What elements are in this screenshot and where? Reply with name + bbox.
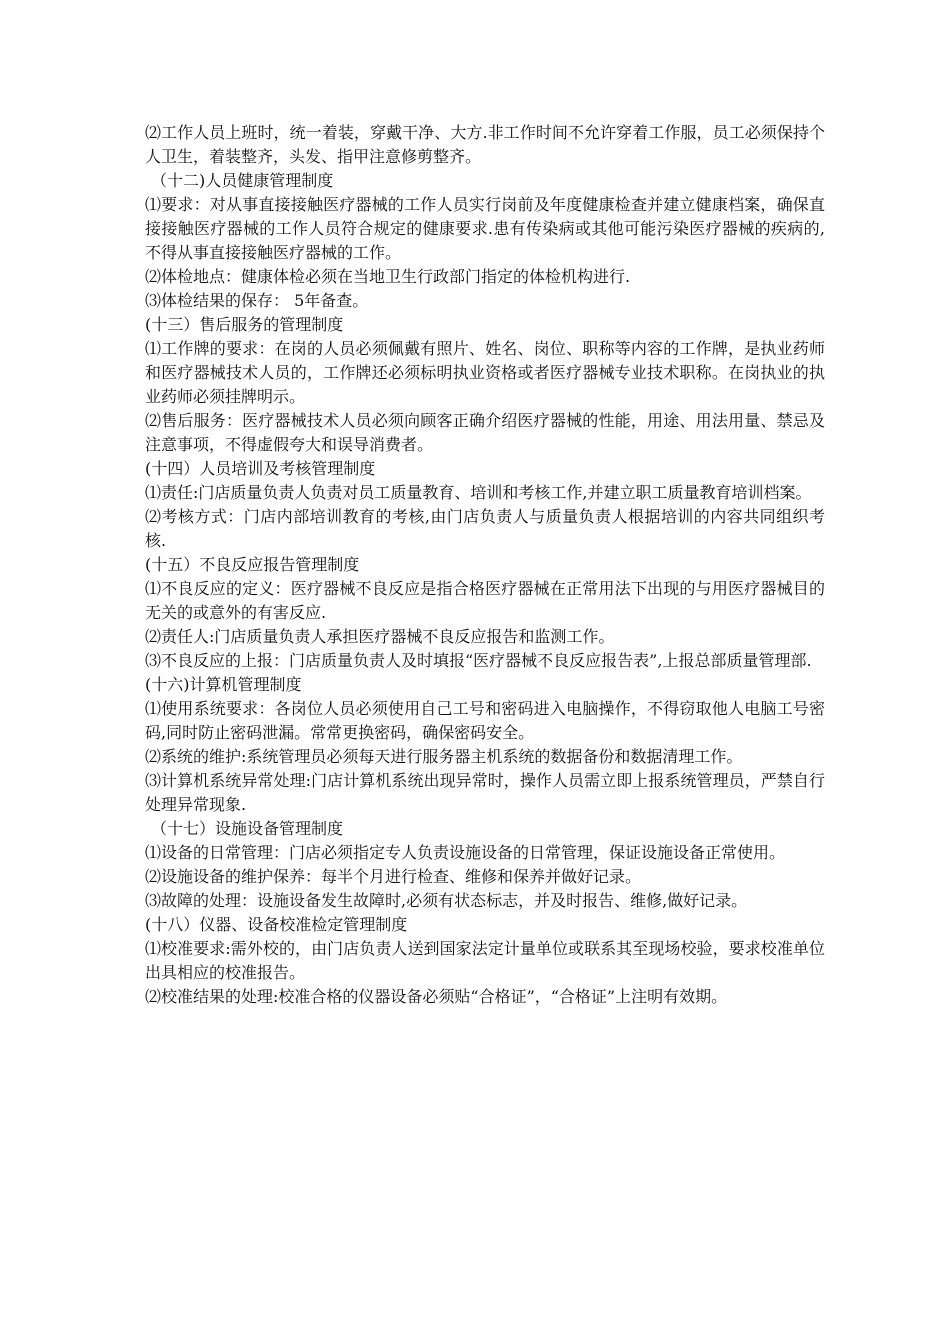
paragraph: ⑴校准要求:需外校的，由门店负责人送到国家法定计量单位或联系其至现场校验，要求校准单位出具相应的校准报告。 [145,939,825,982]
paragraph: ⑴设备的日常管理：门店必须指定专人负责设施设备的日常管理，保证设施设备正常使用。 [145,843,786,862]
paragraph: ⑵系统的维护:系统管理员必须每天进行服务器主机系统的数据备份和数据清理工作。 [145,747,743,766]
paragraph: ⑶故障的处理：设施设备发生故障时,必须有状态标志，并及时报告、维修,做好记录。 [145,891,748,910]
paragraph: ⑵售后服务：医疗器械技术人员必须向顾客正确介绍医疗器械的性能，用途、用法用量、禁忌及注意事项，不得虚假夸大和误导消费者。 [145,411,825,454]
paragraph: ⑴要求：对从事直接接触医疗器械的工作人员实行岗前及年度健康检查并建立健康档案，确保直接接触医疗器械的工作人员符合规定的健康要求.患有传染病或其他可能污染医疗器械的疾病的,不得从事直接接触医疗器械的工作。 [145,195,825,262]
paragraph: ⑶体检结果的保存： 5年备查。 [145,291,369,310]
section-heading: (十五）不良反应报告管理制度 [145,555,360,574]
paragraph: ⑴工作牌的要求：在岗的人员必须佩戴有照片、姓名、岗位、职称等内容的工作牌，是执业药师和医疗器械技术人员的，工作牌还必须标明执业资格或者医疗器械专业技术职称。在岗执业的执业药师必须挂牌明示。 [145,339,825,406]
paragraph: ⑴不良反应的定义：医疗器械不良反应是指合格医疗器械在正常用法下出现的与用医疗器械目的无关的或意外的有害反应. [145,579,825,622]
paragraph: ⑵校准结果的处理:校准合格的仪器设备必须贴“合格证”，“合格证”上注明有效期。 [145,987,728,1006]
paragraph: ⑵责任人:门店质量负责人承担医疗器械不良反应报告和监测工作。 [145,627,615,646]
paragraph: ⑵工作人员上班时，统一着装，穿戴干净、大方.非工作时间不允许穿着工作服，员工必须保持个人卫生，着装整齐，头发、指甲注意修剪整齐。 [145,123,825,166]
paragraph: ⑴责任:门店质量负责人负责对员工质量教育、培训和考核工作,并建立职工质量教育培训档案。 [145,483,812,502]
section-heading: (十四）人员培训及考核管理制度 [145,459,376,478]
section-heading: (十六)计算机管理制度 [145,675,302,694]
paragraph: ⑶不良反应的上报：门店质量负责人及时填报“医疗器械不良反应报告表”,上报总部质量管理部. [145,651,812,670]
paragraph: ⑵体检地点：健康体检必须在当地卫生行政部门指定的体检机构进行. [145,267,631,286]
paragraph: ⑴使用系统要求：各岗位人员必须使用自己工号和密码进入电脑操作，不得窃取他人电脑工号密码,同时防止密码泄漏。常常更换密码，确保密码安全。 [145,699,825,742]
document-body [145,121,825,1009]
section-heading: (十八）仪器、设备校准检定管理制度 [145,915,408,934]
section-heading: (十三）售后服务的管理制度 [145,315,344,334]
paragraph: ⑵考核方式：门店内部培训教育的考核,由门店负责人与质量负责人根据培训的内容共同组织考核. [145,507,825,550]
paragraph: ⑶计算机系统异常处理:门店计算机系统出现异常时，操作人员需立即上报系统管理员，严禁自行处理异常现象. [145,771,825,814]
section-heading: （十七）设施设备管理制度 [151,819,344,838]
section-heading: （十二)人员健康管理制度 [151,171,334,190]
paragraph: ⑵设施设备的维护保养：每半个月进行检查、维修和保养并做好记录。 [145,867,642,886]
